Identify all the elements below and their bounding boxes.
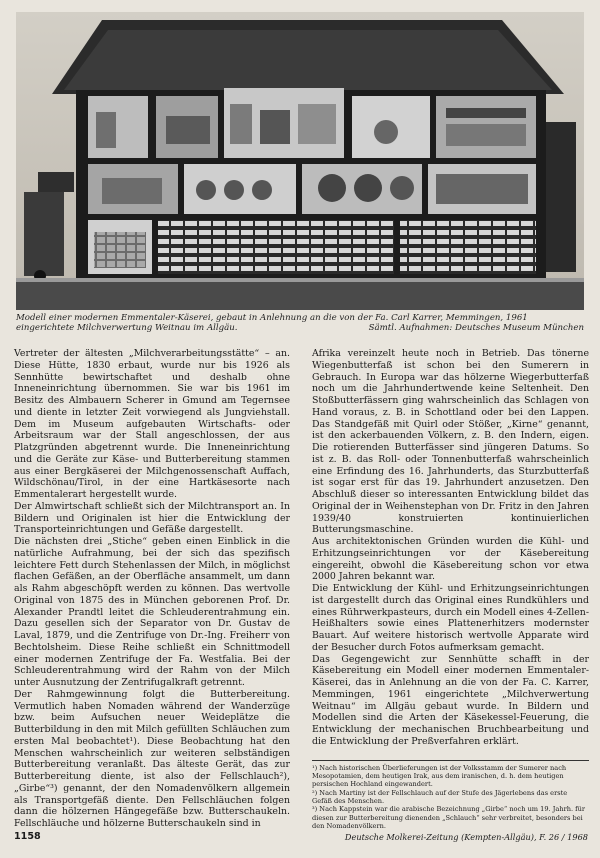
paragraph: Afrika vereinzelt heute noch in Betrieb. Das tönerne Wiegenbutterfaß ist schon bei den Sumerern in Gebrauch. In Europa war das hölzerne Wiegerbutterfaß noch um die Jahrhundertwende keine Seltenheit. Den Stoßbutterfässern ging wahrscheinlich das Schlagen von Hand voraus, z. B. in Schottland oder bei den Lappen. Das Standgefäß mit Quirl oder Stößer, „Kirne“ genannt, ist den ackerbauenden Völkern, z. B. den Indern, eigen. Die rotierenden Butterfässer sind jüngeren Datums. So ist z. B. das Roll- oder Tonnenbutterfaß wahrscheinlich eine Erfindung des 16. Jahrhunderts, das Sturzbutterfaß ist sogar erst für das 19. Jahrhundert anzusetzen. Den Abschluß dieser so interessanten Entwicklung bildet das Original der in Weihenstephan von Dr. Fritz in den Jahren 1939/40 konstruierten kontinuierlichen Butterungsmaschine.: [312, 348, 589, 536]
caption-text: Modell einer modernen Emmentaler-Käserei, gebaut in Anlehnung an die von der Fa. Carl Karrer, Memmingen, 1961 eingerichtete Milchverwertung Weitnau im Allgäu.: [16, 313, 528, 334]
paragraph: Der Rahmgewinnung folgt die Butterbereitung. Vermutlich haben Nomaden während der Wanderzüge bzw. beim Aufsuchen neuer Weideplätze die Butterbildung in den mit Milch gefüllten Schläuchen zum ersten Mal beobachtet¹). Diese Beobachtung hat den Menschen wahrscheinlich zur weiteren selbständigen Butterbereitung veranlaßt. Das älteste Gerät, das zur Butterbereitung diente, ist also der Fellschlauch²), „Girbe“³) genannt, der den Nomadenvölkern allgemein als Transportgefäß diente. Den Fellschläuchen folgen dann die hölzernen Hängegefäße bzw. Butterschaukeln. Fellschläuche und hölzerne Butterschaukeln sind in: [14, 688, 290, 829]
photo-credit: Sämtl. Aufnahmen: Deutsches Museum München: [368, 323, 584, 334]
journal-citation: Deutsche Molkerei-Zeitung (Kempten-Allgäu), F. 26 / 1968: [344, 832, 588, 842]
paragraph: Die nächsten drei „Stiche“ geben einen Einblick in die natürliche Aufrahmung, bei der sich das spezifisch leichtere Fett durch Stehenlassen der Milch, in möglichst flachen Gefäßen, an der Oberfläche ansammelt, um dann als Rahm abgeschöpft werden zu können. Das wertvolle Original von 1875 des in München geborenen Prof. Dr. Alexander Prandtl leitet die Schleuderentrahmung ein. Dazu gesellen sich der Separator von Dr. Gustav de Laval, 1879, und die Zentrifuge von Dr.-Ing. Freiherr von Bechtolsheim. Diese Reihe schließt ein Schnittmodell einer modernen Zentrifuge der Fa. Westfalia. Bei der Schleuderentrahmung wird der Rahm von der Milch unter Ausnutzung der Zentrifugalkraft getrennt.: [14, 536, 290, 688]
paragraph: Das Gegengewicht zur Sennhütte schafft in der Käsebereitung ein Modell einer modernen Emmentaler-Käserei, das in Anlehnung an die von der Fa. C. Karrer, Memmingen, 1961 eingerichtete „Milchverwertung Weitnau“ im Allgäu gebaut wurde. In Bildern und Modellen sind die Arten der Käsekessel-Feuerung, die Entwicklung der mechanischen Bruchbearbeitung und die Entwicklung der Preßverfahren erklärt.: [312, 653, 589, 747]
cutaway-model-image: [16, 12, 584, 310]
left-text-column: [14, 348, 290, 830]
paragraph: Aus architektonischen Gründen wurden die Kühl- und Erhitzungseinrichtungen vor der Käsebereitung eingereiht, obwohl die Käsebereitung schon vor etwa 2000 Jahren bekannt war.: [312, 536, 589, 583]
footnote: ¹) Nach historischen Überlieferungen ist der Volksstamm der Sumerer nach Mesopotamien, dem heutigen Irak, aus dem iranischen, d. h. dem heutigen persischen Hochland eingewandert.: [312, 764, 567, 789]
paragraph: Vertreter der ältesten „Milchverarbeitungsstätte“ – an. Diese Hütte, 1830 erbaut, wurde nur bis 1926 als Sennhütte bewirtschaftet und deshalb ohne Inneneinrichtung übernommen. Sie war bis 1961 im Besitz des Almbauern Scherer in Gmund am Tegernsee und diente in letzter Zeit vorwiegend als Jungviehstall. Dem im Museum aufgebauten Wirtschafts- oder Arbeitsraum war der Stall angeschlossen, der aus Platzgründen abgetrennt wurde. Die Inneneinrichtung und die Geräte zur Käse- und Butterbereitung stammen aus einer Bergkäserei der Milchgenossenschaft Auffach, Wildschönau/Tirol, in der eine Hartkäsesorte nach Emmentalerart hergestellt wurde.: [14, 348, 290, 500]
photo-caption: [16, 313, 584, 334]
paragraph: Der Almwirtschaft schließt sich der Milchtransport an. In Bildern und Originalen ist hier die Entwicklung der Transporteinrichtungen und Gefäße dargestellt.: [14, 500, 290, 536]
footnote: ²) Nach Martiny ist der Fellschlauch auf der Stufe des Jägerlebens das erste Gefäß des Menschen.: [312, 788, 568, 805]
right-text-column: [312, 348, 589, 748]
paragraph: Die Entwicklung der Kühl- und Erhitzungseinrichtungen ist dargestellt durch das Original eines Rundkühlers und eines Rührwerkpasteurs, durch ein Modell eines 4-Zellen-Heißhalters sowie eines Plattenerhitzers modernster Bauart. Auf weitere historisch wertvolle Apparate wird der Besucher durch Fotos aufmerksam gemacht.: [312, 583, 589, 653]
cheese-factory-model-photo: [16, 12, 584, 310]
footnotes: [312, 760, 589, 830]
footnote: ³) Nach Kappstein war die arabische Bezeichnung „Girbe“ noch um 19. Jahrh. für diesen zur Butterbereitung dienenden „Schlauch“ sehr verbreitet, besonders bei den Nomadenvölkern.: [312, 805, 585, 830]
page-number: 1158: [14, 831, 41, 842]
